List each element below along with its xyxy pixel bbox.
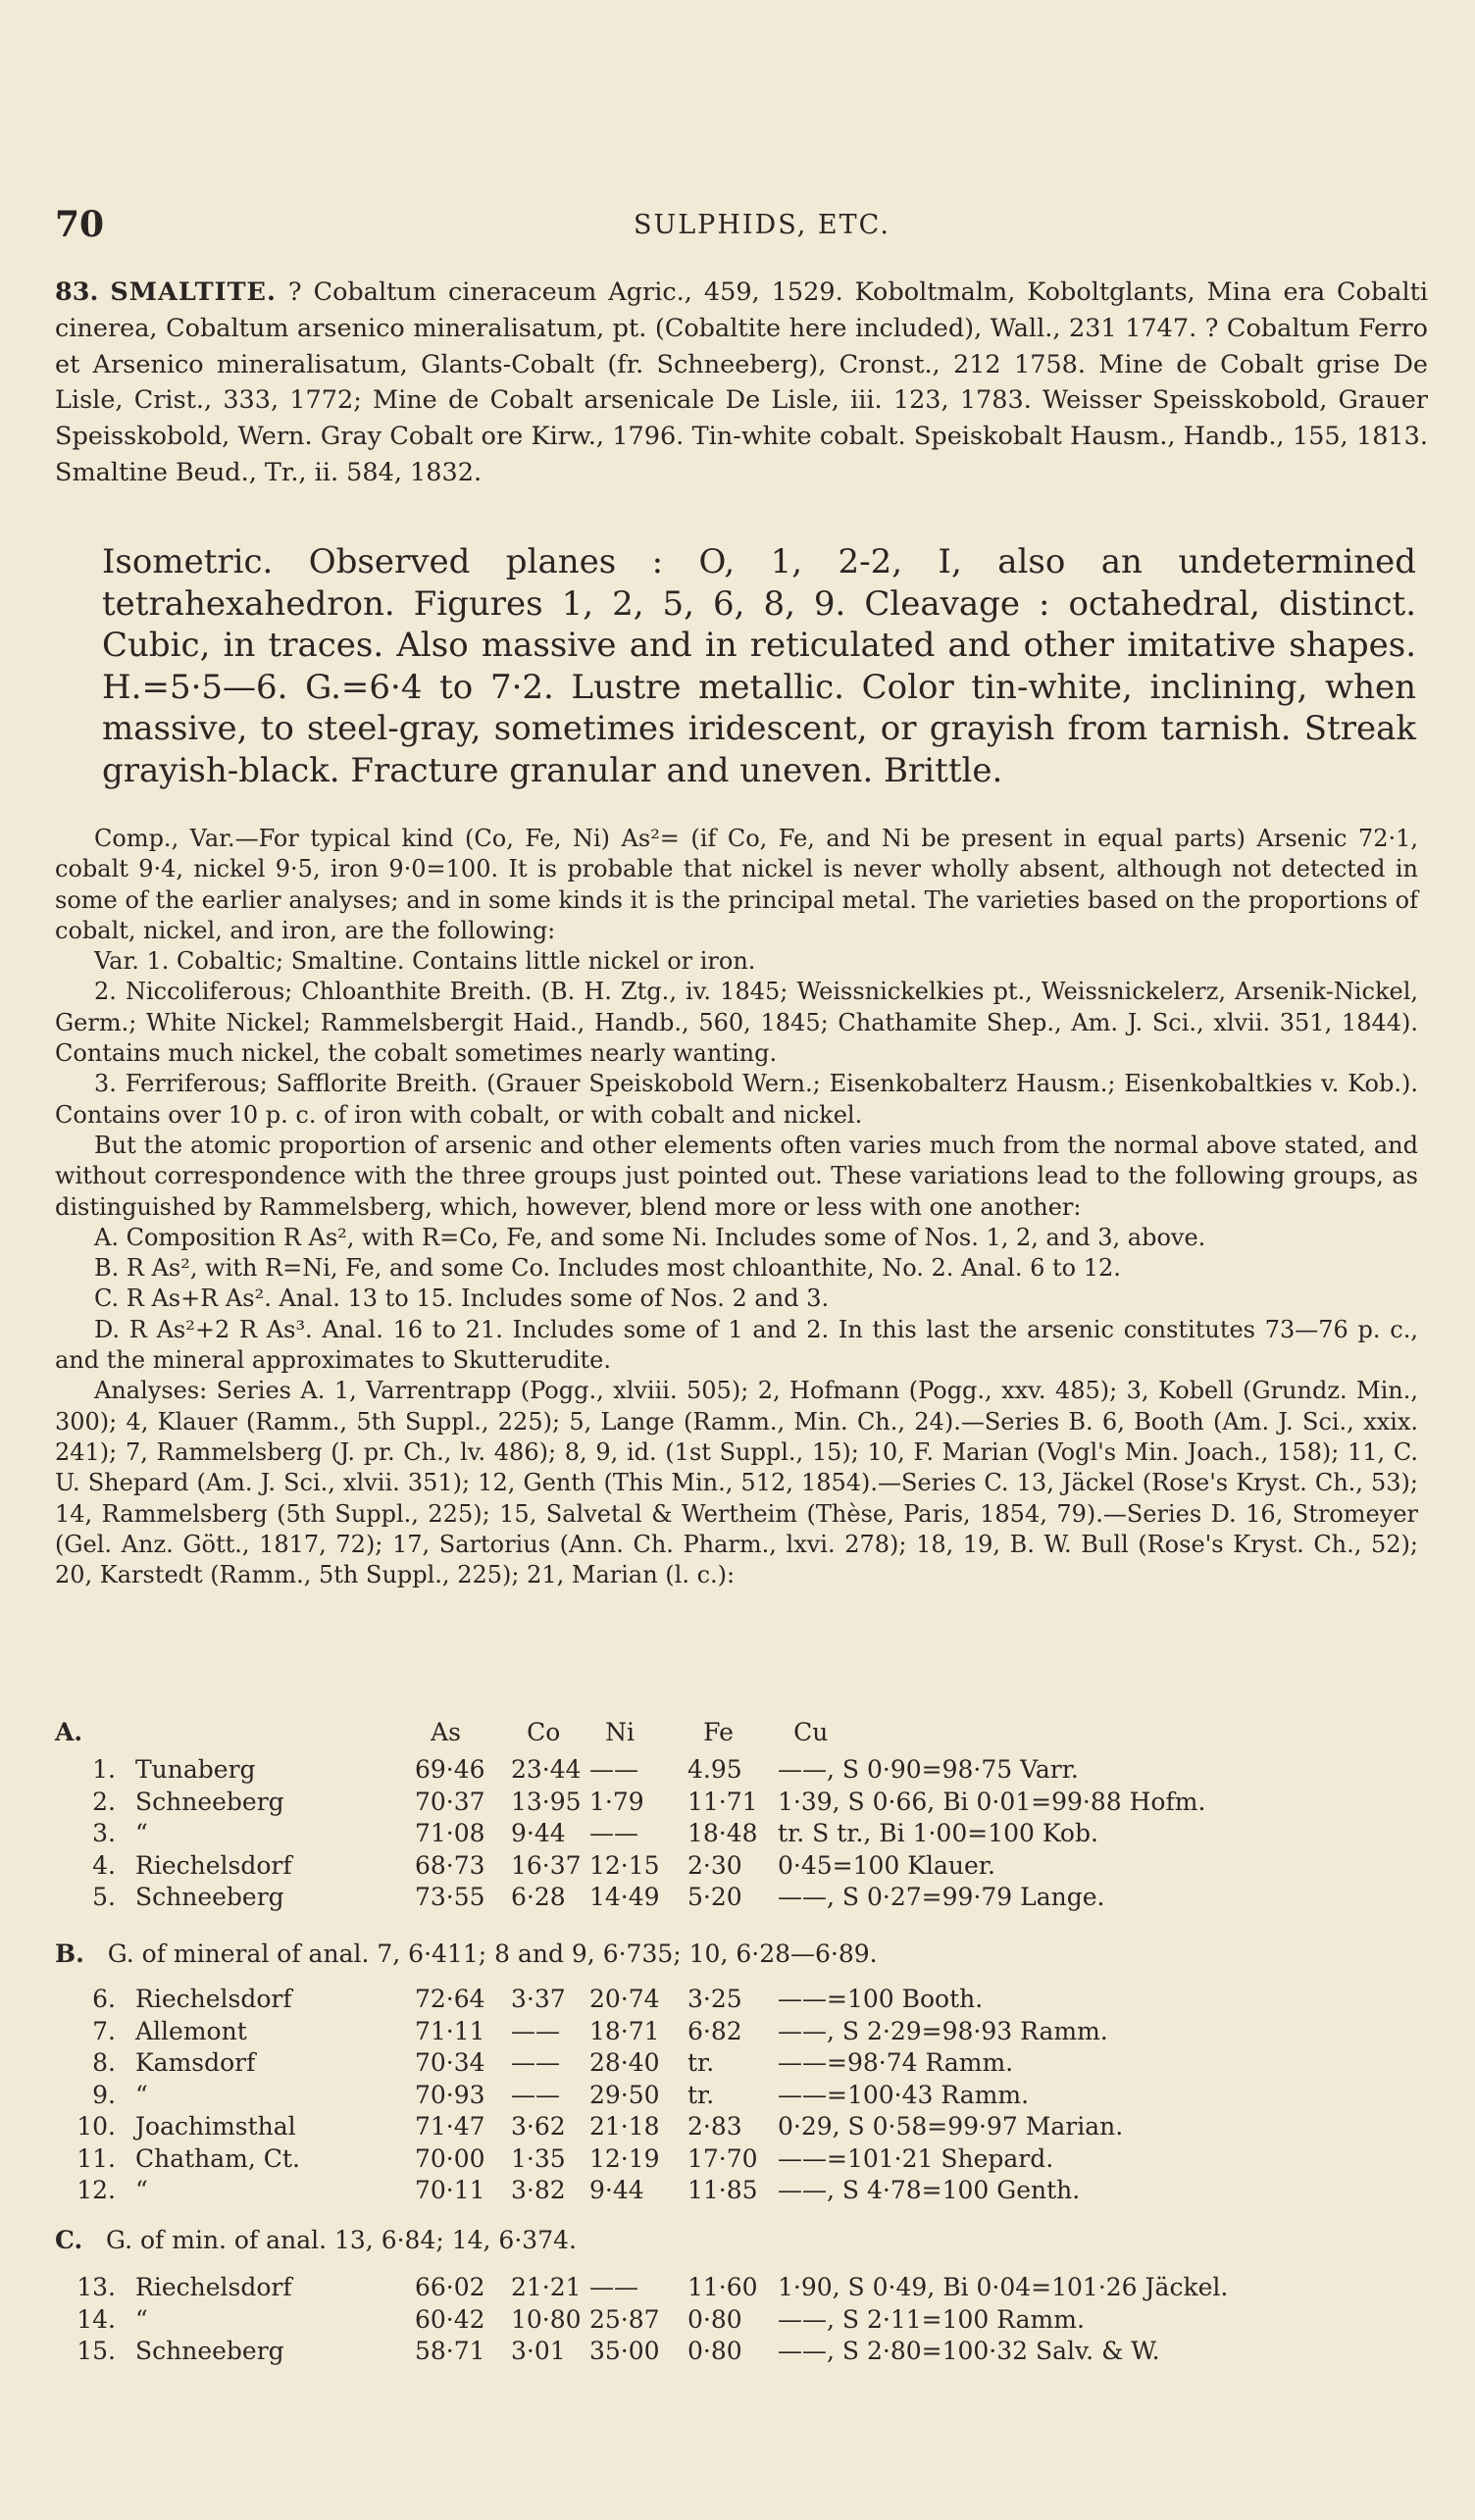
locality: Schneeberg <box>135 1883 284 1911</box>
value-co: 9·44 <box>511 1819 566 1847</box>
value-co: —— <box>511 2016 560 2045</box>
value-fe: 17·70 <box>687 2143 758 2173</box>
value-ni: 14·49 <box>589 1883 660 1911</box>
locality: Riechelsdorf <box>135 1850 292 1880</box>
atomic-proportion-note: But the atomic proportion of arsenic and other elements often varies much from the normal above stated, and without correspondence with the three groups just pointed out. These variations lead to the following groups, as distinguished by Rammelsberg, which, however, blend more or less with one another: <box>55 1131 1418 1221</box>
value-as: 70·11 <box>415 2176 485 2204</box>
page-header <box>55 204 1428 243</box>
value-ni: 35·00 <box>589 2337 660 2365</box>
row-number: 6. <box>92 1985 116 2013</box>
locality: Schneeberg <box>135 2337 284 2365</box>
table-row <box>55 2144 1123 2177</box>
value-co: 13·95 <box>511 1787 582 1816</box>
value-co: 10·80 <box>511 2304 582 2334</box>
value-remainder: 0·29, S 0·58=99·97 Marian. <box>778 2112 1124 2141</box>
var-cobaltic: Var. 1. Cobaltic; Smaltine. Contains little nickel or iron. <box>94 947 756 976</box>
value-co: 3·62 <box>511 2112 566 2141</box>
table-row <box>55 1755 1205 1788</box>
composition-section <box>55 824 1418 1590</box>
col-ni: Ni <box>605 1718 635 1746</box>
value-ni: —— <box>589 1755 638 1784</box>
value-fe: 4.95 <box>687 1755 742 1784</box>
locality: “ <box>135 2176 148 2204</box>
table-row <box>55 2017 1123 2049</box>
col-fe: Fe <box>703 1718 734 1746</box>
value-remainder: ——, S 4·78=100 Genth. <box>778 2176 1081 2204</box>
table-row <box>55 2337 1228 2369</box>
value-remainder: ——=101·21 Shepard. <box>778 2143 1054 2173</box>
value-as: 68·73 <box>415 1850 485 1880</box>
col-co: Co <box>527 1718 561 1746</box>
table-row <box>55 2273 1228 2305</box>
value-ni: 1·79 <box>589 1787 644 1816</box>
group-label: A. <box>55 1718 83 1746</box>
row-number: 13. <box>76 2273 116 2301</box>
value-fe: tr. <box>687 2080 715 2109</box>
page-number: 70 <box>55 204 105 245</box>
species-number: 83. <box>55 277 99 307</box>
value-co: —— <box>511 2048 560 2077</box>
group-b-heading: B. G. of mineral of anal. 7, 6·411; 8 and 9, 6·735; 10, 6·28—6·89. <box>55 1940 878 1968</box>
value-as: 70·00 <box>415 2143 485 2173</box>
value-remainder: ——, S 2·29=98·93 Ramm. <box>778 2016 1108 2045</box>
analyses-references: Analyses: Series A. 1, Varrentrapp (Pogg., xlviii. 505); 2, Hofmann (Pogg., xxv. 485); 3, Kobell (Grundz. Min., 300); 4, Klauer (Ramm., 5th Suppl., 225); 5, Lange (Ramm., Min. Ch., 24).—Series B. 6, Booth (Am. J. Sci., xxix. 241); 7, Rammelsberg (J. pr. Ch., lv. 486); 8, 9, id. (1st Suppl., 15); 10, F. Marian (Vogl's Min. Joach., 158); 11, C. U. Shepard (Am. J. Sci., xlvii. 351); 12, Genth (This Min., 512, 1854).—Series C. 13, Jäckel (Rose's Kryst. Ch., 53); 14, Rammelsberg (5th Suppl., 225); 15, Salvetal & Wertheim (Thèse, Paris, 1854, 79).—Series D. 16, Stromeyer (Gel. Anz. Gött., 1817, 72); 17, Sartorius (Ann. Ch. Pharm., lxvi. 278); 18, 19, B. W. Bull (Rose's Kryst. Ch., 52); 20, Karstedt (Ramm., 5th Suppl., 225); 21, Marian (l. c.): <box>55 1377 1418 1589</box>
value-remainder: 1·39, S 0·66, Bi 0·01=99·88 Hofm. <box>778 1787 1206 1816</box>
row-number: 12. <box>76 2176 116 2204</box>
species-name: SMALTITE. <box>110 277 277 307</box>
row-number: 7. <box>92 2016 116 2045</box>
value-as: 66·02 <box>415 2273 485 2301</box>
row-number: 4. <box>92 1850 116 1880</box>
locality: Kamsdorf <box>135 2048 256 2077</box>
value-co: 3·37 <box>511 1985 566 2013</box>
value-ni: 21·18 <box>589 2112 660 2141</box>
value-co: 23·44 <box>511 1755 582 1784</box>
value-remainder: ——, S 2·80=100·32 Salv. & W. <box>778 2337 1160 2365</box>
value-ni: 29·50 <box>589 2080 660 2109</box>
locality: “ <box>135 2080 148 2109</box>
locality: “ <box>135 2304 148 2334</box>
row-number: 5. <box>92 1883 116 1911</box>
table-row <box>55 1819 1205 1851</box>
row-number: 14. <box>76 2304 116 2334</box>
table-row <box>55 1788 1205 1820</box>
analyses-rows-b <box>55 1985 1123 2208</box>
value-ni: —— <box>589 1819 638 1847</box>
group-d-def: D. R As²+2 R As³. Anal. 16 to 21. Includes some of 1 and 2. In this last the arsenic constitutes 73—76 p. c., and the mineral approximates to Skutterudite. <box>55 1315 1418 1375</box>
group-c-heading: C. G. of min. of anal. 13, 6·84; 14, 6·374. <box>55 2226 577 2254</box>
analyses-rows-a <box>55 1755 1205 1915</box>
locality: Schneeberg <box>135 1787 284 1816</box>
value-as: 58·71 <box>415 2337 485 2365</box>
value-remainder: 0·45=100 Klauer. <box>778 1850 995 1880</box>
locality: Chatham, Ct. <box>135 2143 300 2173</box>
value-co: 21·21 <box>511 2273 582 2301</box>
value-fe: 6·82 <box>687 2016 742 2045</box>
group-c-def: C. R As+R As². Anal. 13 to 15. Includes some of Nos. 2 and 3. <box>94 1285 830 1313</box>
var-niccoliferous: 2. Niccoliferous; Chloanthite Breith. (B. H. Ztg., iv. 1845; Weissnickelkies pt., Weissnickelerz, Arsenik-Nickel, Germ.; White Nickel; Rammelsbergit Haid., Handb., 560, 1845; Chathamite Shep., Am. J. Sci., xlvii. 351, 1844). Contains much nickel, the cobalt sometimes nearly wanting. <box>55 978 1418 1068</box>
value-ni: 28·40 <box>589 2048 660 2077</box>
analyses-table-a <box>55 1718 828 1750</box>
group-a-def: A. Composition R As², with R=Co, Fe, and some Ni. Includes some of Nos. 1, 2, and 3, above. <box>94 1223 1206 1251</box>
value-remainder: ——, S 0·27=99·79 Lange. <box>778 1883 1105 1911</box>
value-ni: 12·19 <box>589 2143 660 2173</box>
running-head: SULPHIDS, ETC. <box>634 210 890 240</box>
value-fe: 18·48 <box>687 1819 758 1847</box>
table-row <box>55 2081 1123 2113</box>
comp-intro: Comp., Var.—For typical kind (Co, Fe, Ni) As²= (if Co, Fe, and Ni be present in equal parts) Arsenic 72·1, cobalt 9·4, nickel 9·5, iron 9·0=100. It is probable that nickel is never wholly absent, although not detected in some of the earlier analyses; and in some kinds it is the principal metal. The varieties based on the proportions of cobalt, nickel, and iron, are the following: <box>55 825 1418 944</box>
locality: Riechelsdorf <box>135 2273 292 2301</box>
row-number: 9. <box>92 2080 116 2109</box>
value-as: 71·11 <box>415 2016 485 2045</box>
locality: Tunaberg <box>135 1755 256 1784</box>
value-fe: 3·25 <box>687 1985 742 2013</box>
row-number: 8. <box>92 2048 116 2077</box>
value-remainder: ——=100·43 Ramm. <box>778 2080 1030 2109</box>
locality: Riechelsdorf <box>135 1985 292 2013</box>
value-fe: 5·20 <box>687 1883 742 1911</box>
locality: “ <box>135 1819 148 1847</box>
value-ni: 12·15 <box>589 1850 660 1880</box>
table-row <box>55 1985 1123 2017</box>
value-remainder: tr. S tr., Bi 1·00=100 Kob. <box>778 1819 1098 1847</box>
value-as: 70·37 <box>415 1787 485 1816</box>
value-as: 71·08 <box>415 1819 485 1847</box>
value-ni: —— <box>589 2273 638 2301</box>
synonymy-paragraph <box>55 275 1428 491</box>
value-fe: 2·83 <box>687 2112 742 2141</box>
row-number: 10. <box>76 2112 116 2141</box>
value-remainder: ——, S 0·90=98·75 Varr. <box>778 1755 1079 1784</box>
col-as: As <box>431 1718 461 1746</box>
value-as: 60·42 <box>415 2304 485 2334</box>
row-number: 11. <box>76 2143 116 2173</box>
locality: Allemont <box>135 2016 247 2045</box>
value-as: 72·64 <box>415 1985 485 2013</box>
table-header-row <box>55 1718 828 1750</box>
value-remainder: 1·90, S 0·49, Bi 0·04=101·26 Jäckel. <box>778 2273 1229 2301</box>
table-row <box>55 2048 1123 2081</box>
value-ni: 25·87 <box>589 2304 660 2334</box>
value-fe: 11·60 <box>687 2273 758 2301</box>
col-cu: Cu <box>793 1718 829 1746</box>
value-fe: 0·80 <box>687 2304 742 2334</box>
value-co: 3·01 <box>511 2337 566 2365</box>
value-remainder: ——=98·74 Ramm. <box>778 2048 1014 2077</box>
var-ferriferous: 3. Ferriferous; Safflorite Breith. (Grauer Speiskobold Wern.; Eisenkobalterz Hausm.; Eisenkobaltkies v. Kob.). Contains over 10 p. c. of iron with cobalt, or with cobalt and nickel. <box>55 1070 1418 1129</box>
value-remainder: ——=100 Booth. <box>778 1985 984 2013</box>
table-row <box>55 2176 1123 2208</box>
value-as: 73·55 <box>415 1883 485 1911</box>
value-as: 71·47 <box>415 2112 485 2141</box>
group-b-note: G. of mineral of anal. 7, 6·411; 8 and 9, 6·735; 10, 6·28—6·89. <box>107 1940 878 1968</box>
value-co: 6·28 <box>511 1883 566 1911</box>
value-co: 1·35 <box>511 2143 566 2173</box>
value-co: 16·37 <box>511 1850 582 1880</box>
locality: Joachimsthal <box>135 2112 296 2141</box>
value-fe: 11·85 <box>687 2176 758 2204</box>
row-number: 2. <box>92 1787 116 1816</box>
group-b-def: B. R As², with R=Ni, Fe, and some Co. Includes most chloanthite, No. 2. Anal. 6 to 12. <box>94 1254 1121 1283</box>
row-number: 3. <box>92 1819 116 1847</box>
analyses-rows-c <box>55 2273 1228 2369</box>
value-as: 70·34 <box>415 2048 485 2077</box>
table-row <box>55 2112 1123 2144</box>
value-co: —— <box>511 2080 560 2109</box>
table-row <box>55 1883 1205 1915</box>
synonymy-text: ? Cobaltum cineraceum Agric., 459, 1529. Koboltmalm, Koboltglants, Mina era Cobalti cinerea, Cobaltum arsenico mineralisatum, pt. (Cobaltite here included), Wall., 231 1747. ? Cobaltum Ferro et Arsenico mineralisatum, Glants-Cobalt (fr. Schneeberg), Cronst., 212 1758. Mine de Cobalt grise De Lisle, Crist., 333, 1772; Mine de Cobalt arsenicale De Lisle, iii. 123, 1783. Weisser Speisskobold, Grauer Speisskobold, Wern. Gray Cobalt ore Kirw., 1796. Tin-white cobalt. Speiskobalt Hausm., Handb., 155, 1813. Smaltine Beud., Tr., ii. 584, 1832. <box>55 277 1428 487</box>
value-as: 69·46 <box>415 1755 485 1784</box>
row-number: 15. <box>76 2337 116 2365</box>
group-c-note: G. of min. of anal. 13, 6·84; 14, 6·374. <box>106 2226 577 2254</box>
value-fe: 11·71 <box>687 1787 758 1816</box>
value-ni: 20·74 <box>589 1985 660 2013</box>
value-co: 3·82 <box>511 2176 566 2204</box>
value-ni: 18·71 <box>589 2016 660 2045</box>
table-row <box>55 2305 1228 2338</box>
value-fe: 0·80 <box>687 2337 742 2365</box>
value-fe: 2·30 <box>687 1850 742 1880</box>
value-remainder: ——, S 2·11=100 Ramm. <box>778 2304 1085 2334</box>
value-fe: tr. <box>687 2048 715 2077</box>
value-ni: 9·44 <box>589 2176 644 2204</box>
row-number: 1. <box>92 1755 116 1784</box>
crystallographic-description: Isometric. Observed planes : O, 1, 2-2, I, also an undetermined tetrahexahedron. Figures 1, 2, 5, 6, 8, 9. Cleavage : octahedral, distinct. Cubic, in traces. Also massive and in reticulated and other imitative shapes. H.=5·5—6. G.=6·4 to 7·2. Lustre metallic. Color tin-white, inclining, when massive, to steel-gray, sometimes iridescent, or grayish from tarnish. Streak grayish-black. Fracture granular and uneven. Brittle. <box>102 542 1416 790</box>
table-row <box>55 1851 1205 1884</box>
value-as: 70·93 <box>415 2080 485 2109</box>
